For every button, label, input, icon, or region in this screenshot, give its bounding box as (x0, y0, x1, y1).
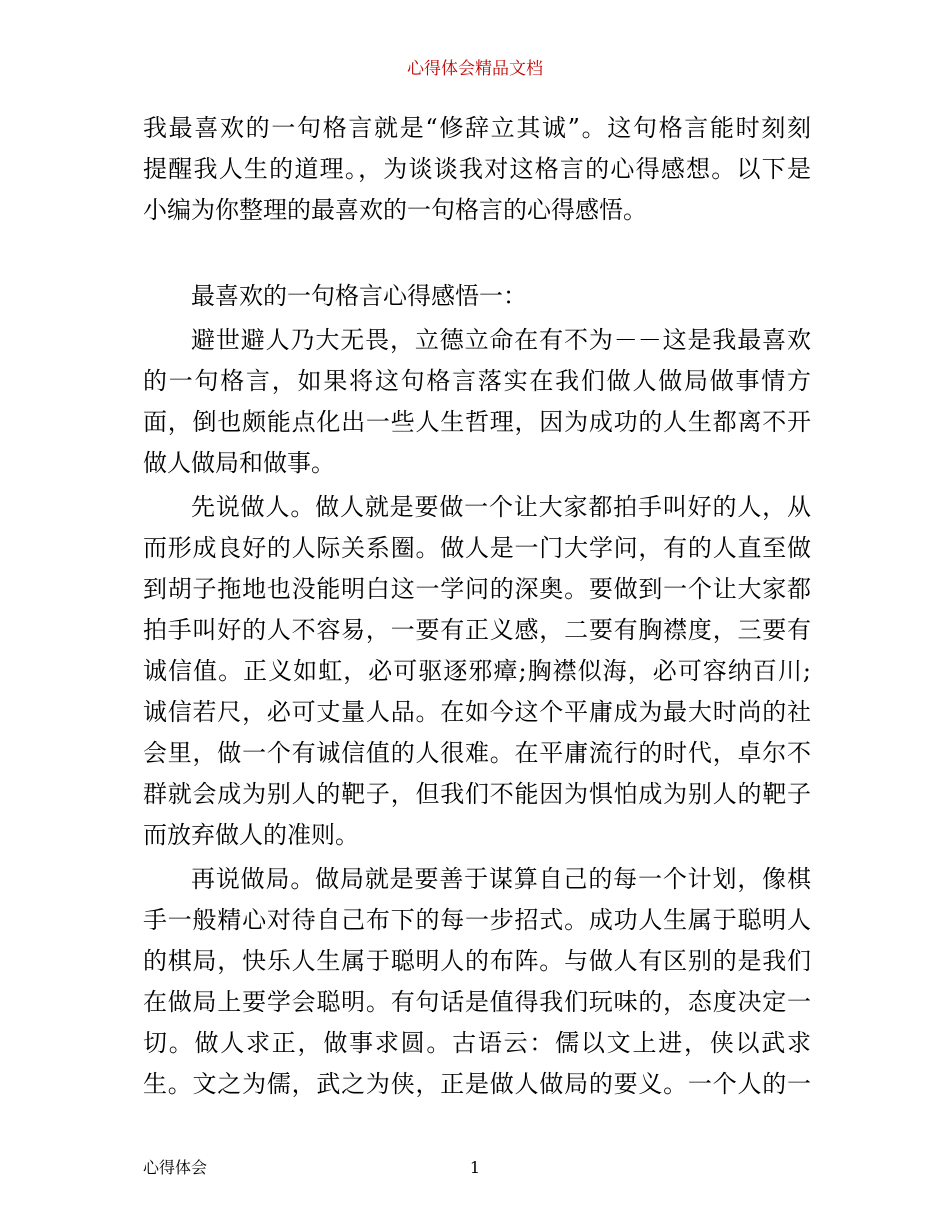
intro-line: 我最喜欢的一句格言就是“修辞立其诚”。这句格言能时刻刻 (143, 114, 811, 142)
paragraph-line: 切。做人求正，做事求圆。古语云：儒以文上进，侠以武求 (143, 1029, 811, 1057)
paragraph-line: 诚信若尺，必可丈量人品。在如今这个平庸成为最大时尚的社 (143, 698, 811, 726)
paragraph-line: 避世避人乃大无畏，立德立命在有不为－－这是我最喜欢 (191, 326, 811, 354)
paragraph-spacer (143, 231, 811, 276)
paragraph-line: 而形成良好的人际关系圈。做人是一门大学问，有的人直至做 (143, 534, 811, 562)
intro-line: 提醒我人生的道理。，为谈谈我对这格言的心得感想。以下是 (143, 155, 811, 183)
footer-label: 心得体会 (143, 1158, 208, 1177)
page-number: 1 (469, 1158, 481, 1177)
document-body (143, 108, 811, 1105)
paragraph-line: 的棋局，快乐人生属于聪明人的布阵。与做人有区别的是我们 (143, 947, 811, 975)
section-heading: 最喜欢的一句格言心得感悟一： (191, 282, 527, 310)
paragraph-line: 会里，做一个有诚信值的人很难。在平庸流行的时代，卓尔不 (143, 739, 811, 767)
paragraph-line: 诚信值。正义如虹，必可驱逐邪瘴;胸襟似海，必可容纳百川; (143, 657, 811, 685)
paragraph-line: 生。文之为儒，武之为侠，正是做人做局的要义。一个人的一 (143, 1070, 811, 1098)
paragraph-line: 拍手叫好的人不容易，一要有正义感，二要有胸襟度，三要有 (143, 616, 811, 644)
paragraph-line: 再说做局。做局就是要善于谋算自己的每一个计划，像棋 (191, 865, 811, 893)
paragraph-line: 而放弃做人的准则。 (143, 821, 359, 849)
paragraph-line: 面，倒也颇能点化出一些人生哲理，因为成功的人生都离不开 (143, 408, 811, 436)
paragraph-line: 的一句格言，如果将这句格言落实在我们做人做局做事情方 (143, 367, 811, 395)
paragraph-line: 做人做局和做事。 (143, 449, 335, 477)
paragraph-line: 群就会成为别人的靶子，但我们不能因为惧怕成为别人的靶子 (143, 780, 811, 808)
paragraph-line: 手一般精心对待自己布下的每一步招式。成功人生属于聪明人 (143, 906, 811, 934)
document-header-title: 心得体会精品文档 (407, 59, 543, 79)
paragraph-line: 在做局上要学会聪明。有句话是值得我们玩味的，态度决定一 (143, 988, 811, 1016)
paragraph-line: 先说做人。做人就是要做一个让大家都拍手叫好的人，从 (191, 493, 811, 521)
intro-line: 小编为你整理的最喜欢的一句格言的心得感悟。 (143, 196, 647, 224)
paragraph-line: 到胡子拖地也没能明白这一学问的深奥。要做到一个让大家都 (143, 575, 811, 603)
